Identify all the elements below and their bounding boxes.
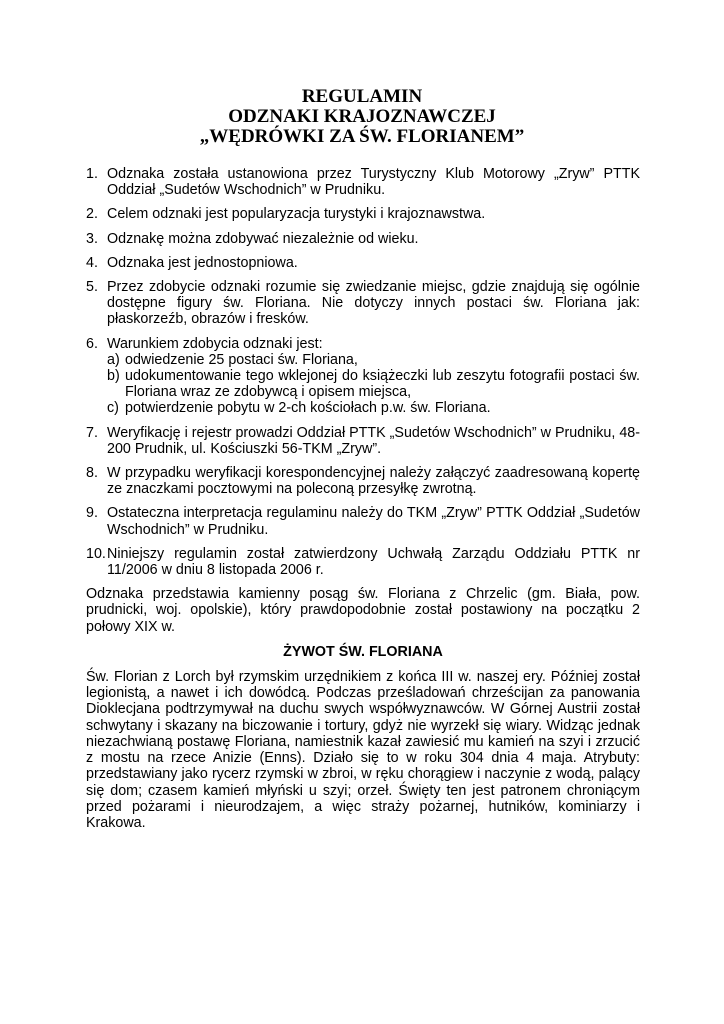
rule-number: 8. [86, 465, 98, 482]
title-line-1: REGULAMIN [301, 86, 423, 107]
rule-text: Warunkiem zdobycia odznaki jest: [107, 335, 323, 352]
rule-text: Niniejszy regulamin został zatwierdzony Uchwałą Zarządu Oddziału PTTK nr 11/2006 w dniu 8 listopada 2006 r. [107, 545, 640, 579]
condition-item [107, 352, 640, 368]
rule-text: Weryfikację i rejestr prowadzi Oddział PTTK „Sudetów Wschodnich” w Prudniku, 48-200 Prudnik, ul. Kościuszki 56-TKM „Zryw”. [107, 424, 640, 457]
condition-text: odwiedzenie 25 postaci św. Floriana, [125, 351, 358, 368]
condition-letter: b) [107, 368, 120, 385]
rule-item [86, 336, 640, 417]
life-text: Św. Florian z Lorch był rzymskim urzędnikiem z końca III w. naszej ery. Później został legionistą, a nawet i ich dowódcą. Podczas prześladowań chrześcijan za panowania Dioklecjana podtrzymywał na duchu swych współwyznawców. W Górnej Austrii został schwytany i skazany na biczowanie i tortury, gdyż nie wyrzekł się wiary. Widząc jednak niezachwianą postawę Floriana, namiestnik kazał zawiesić mu kamień na szyi i zrzucić z mostu na rzece Anizie (Enns). Działo się to w roku 304 dnia 4 maja. Atrybuty: przedstawiany jako rycerz rzymski w zbroi, w ręku chorągiew i naczynie z wodą, palący się dom; czasem kamień młyński u szyi; orzeł. Święty ten jest patronem chroniącym przed pożarami i nieurodzajem, a więc straży pożarnej, hutników, kominiarzy i Krakowa. [86, 669, 640, 831]
document-title [0, 87, 724, 147]
condition-letter: c) [107, 400, 119, 417]
rule-number: 1. [86, 166, 98, 182]
condition-item [107, 400, 640, 416]
rule-text: Odznaka została ustanowiona przez Turystyczny Klub Motorowy „Zryw” PTTK Oddział „Sudetów Wschodnich” w Prudniku. [107, 166, 640, 199]
rule-text: Odznakę można zdobywać niezależnie od wieku. [107, 230, 419, 247]
rule-text: Odznaka jest jednostopniowa. [107, 254, 298, 271]
rule-item [86, 546, 640, 578]
life-heading: ŻYWOT ŚW. FLORIANA [283, 643, 443, 660]
rule-number: 4. [86, 254, 98, 271]
conditions-list [107, 352, 640, 417]
rule-item [86, 465, 640, 497]
rule-item [86, 505, 640, 537]
condition-letter: a) [107, 351, 120, 368]
rule-item [86, 231, 640, 247]
rule-text: Ostateczna interpretacja regulaminu należy do TKM „Zryw” PTTK Oddział „Sudetów Wschodnich” w Prudniku. [107, 505, 640, 538]
document-body [86, 166, 640, 840]
rule-item [86, 425, 640, 457]
title-line-2: ODZNAKI KRAJOZNAWCZEJ [228, 106, 496, 127]
rule-text: W przypadku weryfikacji korespondencyjnej należy załączyć zaadresowaną kopertę ze znaczkami pocztowymi na poleconą przesyłkę zwrotną. [107, 465, 640, 498]
title-line-3: „WĘDRÓWKI ZA ŚW. FLORIANEM” [199, 126, 525, 147]
badge-description: Odznaka przedstawia kamienny posąg św. Floriana z Chrzelic (gm. Biała, pow. prudnicki, woj. opolskie), który prawdopodobnie został postawiony na początku 2 połowy XIX w. [86, 586, 640, 635]
rule-text: Celem odznaki jest popularyzacja turystyki i krajoznawstwa. [107, 206, 486, 223]
condition-item [107, 368, 640, 400]
rule-item [86, 166, 640, 198]
rule-number: 3. [86, 230, 98, 247]
rule-number: 2. [86, 206, 98, 223]
rule-text: Przez zdobycie odznaki rozumie się zwiedzanie miejsc, gdzie znajdują się ogólnie dostępne figury św. Floriana. Nie dotyczy innych postaci św. Floriana jak: płaskorzeźb, obrazów i fresków. [107, 279, 640, 328]
rule-number: 7. [86, 424, 98, 441]
condition-text: udokumentowanie tego wklejonej do książeczki lub zeszytu fotografii postaci św. Floriana wraz ze zdobywcą i opisem miejsca, [125, 368, 640, 401]
rule-number: 6. [86, 335, 98, 352]
rule-number: 5. [86, 279, 98, 296]
rule-number: 9. [86, 505, 98, 522]
rule-item [86, 206, 640, 222]
rule-item [86, 255, 640, 271]
condition-text: potwierdzenie pobytu w 2-ch kościołach p.w. św. Floriana. [125, 400, 491, 417]
rules-list [86, 166, 640, 578]
rule-number: 10. [86, 545, 106, 562]
rule-item [86, 279, 640, 328]
